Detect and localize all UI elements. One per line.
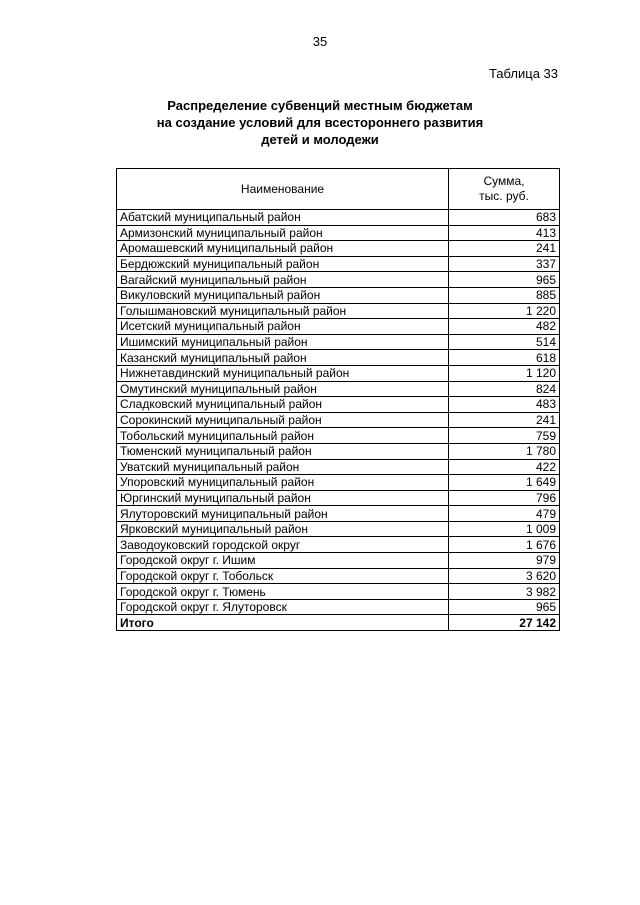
table-row — [117, 256, 560, 272]
total-row — [117, 615, 560, 631]
row-name: Упоровский муниципальный район — [117, 475, 449, 491]
row-sum: 241 — [449, 412, 560, 428]
row-sum: 618 — [449, 350, 560, 366]
row-name: Сорокинский муниципальный район — [117, 412, 449, 428]
table-row — [117, 365, 560, 381]
table-row — [117, 506, 560, 522]
row-sum: 979 — [449, 553, 560, 569]
table-row — [117, 475, 560, 491]
row-name: Заводоуковский городской округ — [117, 537, 449, 553]
row-name: Голышмановский муниципальный район — [117, 303, 449, 319]
table-row — [117, 599, 560, 615]
table-row — [117, 350, 560, 366]
header-sum-line: тыс. руб. — [479, 189, 529, 203]
row-sum: 422 — [449, 459, 560, 475]
row-name: Исетский муниципальный район — [117, 319, 449, 335]
table-row — [117, 443, 560, 459]
row-sum: 885 — [449, 287, 560, 303]
row-sum: 1 120 — [449, 365, 560, 381]
row-name: Абатский муниципальный район — [117, 210, 449, 226]
table-header-row — [117, 169, 560, 210]
title-line: Распределение субвенций местным бюджетам — [167, 98, 473, 113]
row-name: Аромашевский муниципальный район — [117, 241, 449, 257]
row-sum: 965 — [449, 599, 560, 615]
title-line: детей и молодежи — [261, 132, 379, 147]
row-sum: 1 780 — [449, 443, 560, 459]
row-sum: 1 649 — [449, 475, 560, 491]
row-name: Городской округ г. Ялуторовск — [117, 599, 449, 615]
row-sum: 3 620 — [449, 568, 560, 584]
table-row — [117, 303, 560, 319]
row-name: Армизонский муниципальный район — [117, 225, 449, 241]
row-sum: 413 — [449, 225, 560, 241]
total-sum: 27 142 — [449, 615, 560, 631]
table-row — [117, 287, 560, 303]
table-label: Таблица 33 — [488, 66, 558, 81]
page-number: 35 — [312, 34, 328, 49]
row-name: Тюменский муниципальный район — [117, 443, 449, 459]
header-sum — [449, 169, 560, 210]
table-row — [117, 537, 560, 553]
row-name: Городской округ г. Тобольск — [117, 568, 449, 584]
row-name: Вагайский муниципальный район — [117, 272, 449, 288]
row-sum: 482 — [449, 319, 560, 335]
row-name: Казанский муниципальный район — [117, 350, 449, 366]
row-name: Нижнетавдинский муниципальный район — [117, 365, 449, 381]
row-sum: 1 676 — [449, 537, 560, 553]
total-label: Итого — [117, 615, 449, 631]
row-name: Тобольский муниципальный район — [117, 428, 449, 444]
document-title — [0, 97, 640, 148]
table-row — [117, 521, 560, 537]
table-row — [117, 225, 560, 241]
table-row — [117, 241, 560, 257]
table-row — [117, 553, 560, 569]
row-name: Викуловский муниципальный район — [117, 287, 449, 303]
header-sum-line: Сумма, — [483, 174, 525, 188]
row-name: Сладковский муниципальный район — [117, 397, 449, 413]
row-sum: 796 — [449, 490, 560, 506]
table-row — [117, 459, 560, 475]
row-sum: 759 — [449, 428, 560, 444]
row-name: Ишимский муниципальный район — [117, 334, 449, 350]
row-sum: 337 — [449, 256, 560, 272]
row-sum: 514 — [449, 334, 560, 350]
table-row — [117, 272, 560, 288]
row-name: Омутинский муниципальный район — [117, 381, 449, 397]
table-body — [117, 210, 560, 615]
table-row — [117, 584, 560, 600]
row-sum: 3 982 — [449, 584, 560, 600]
table-row — [117, 568, 560, 584]
row-name: Бердюжский муниципальный район — [117, 256, 449, 272]
row-name: Ялуторовский муниципальный район — [117, 506, 449, 522]
row-name: Уватский муниципальный район — [117, 459, 449, 475]
row-sum: 241 — [449, 241, 560, 257]
row-name: Городской округ г. Ишим — [117, 553, 449, 569]
row-sum: 1 009 — [449, 521, 560, 537]
table-row — [117, 334, 560, 350]
table-row — [117, 210, 560, 226]
row-sum: 965 — [449, 272, 560, 288]
header-name: Наименование — [117, 169, 449, 210]
title-line: на создание условий для всестороннего развития — [156, 115, 484, 130]
row-sum: 683 — [449, 210, 560, 226]
row-sum: 479 — [449, 506, 560, 522]
row-sum: 1 220 — [449, 303, 560, 319]
row-name: Ярковский муниципальный район — [117, 521, 449, 537]
table-row — [117, 490, 560, 506]
table-row — [117, 397, 560, 413]
table-row — [117, 428, 560, 444]
row-sum: 824 — [449, 381, 560, 397]
table-row — [117, 381, 560, 397]
table-row — [117, 412, 560, 428]
row-sum: 483 — [449, 397, 560, 413]
table-row — [117, 319, 560, 335]
row-name: Юргинский муниципальный район — [117, 490, 449, 506]
row-name: Городской округ г. Тюмень — [117, 584, 449, 600]
subvention-table — [116, 168, 560, 631]
